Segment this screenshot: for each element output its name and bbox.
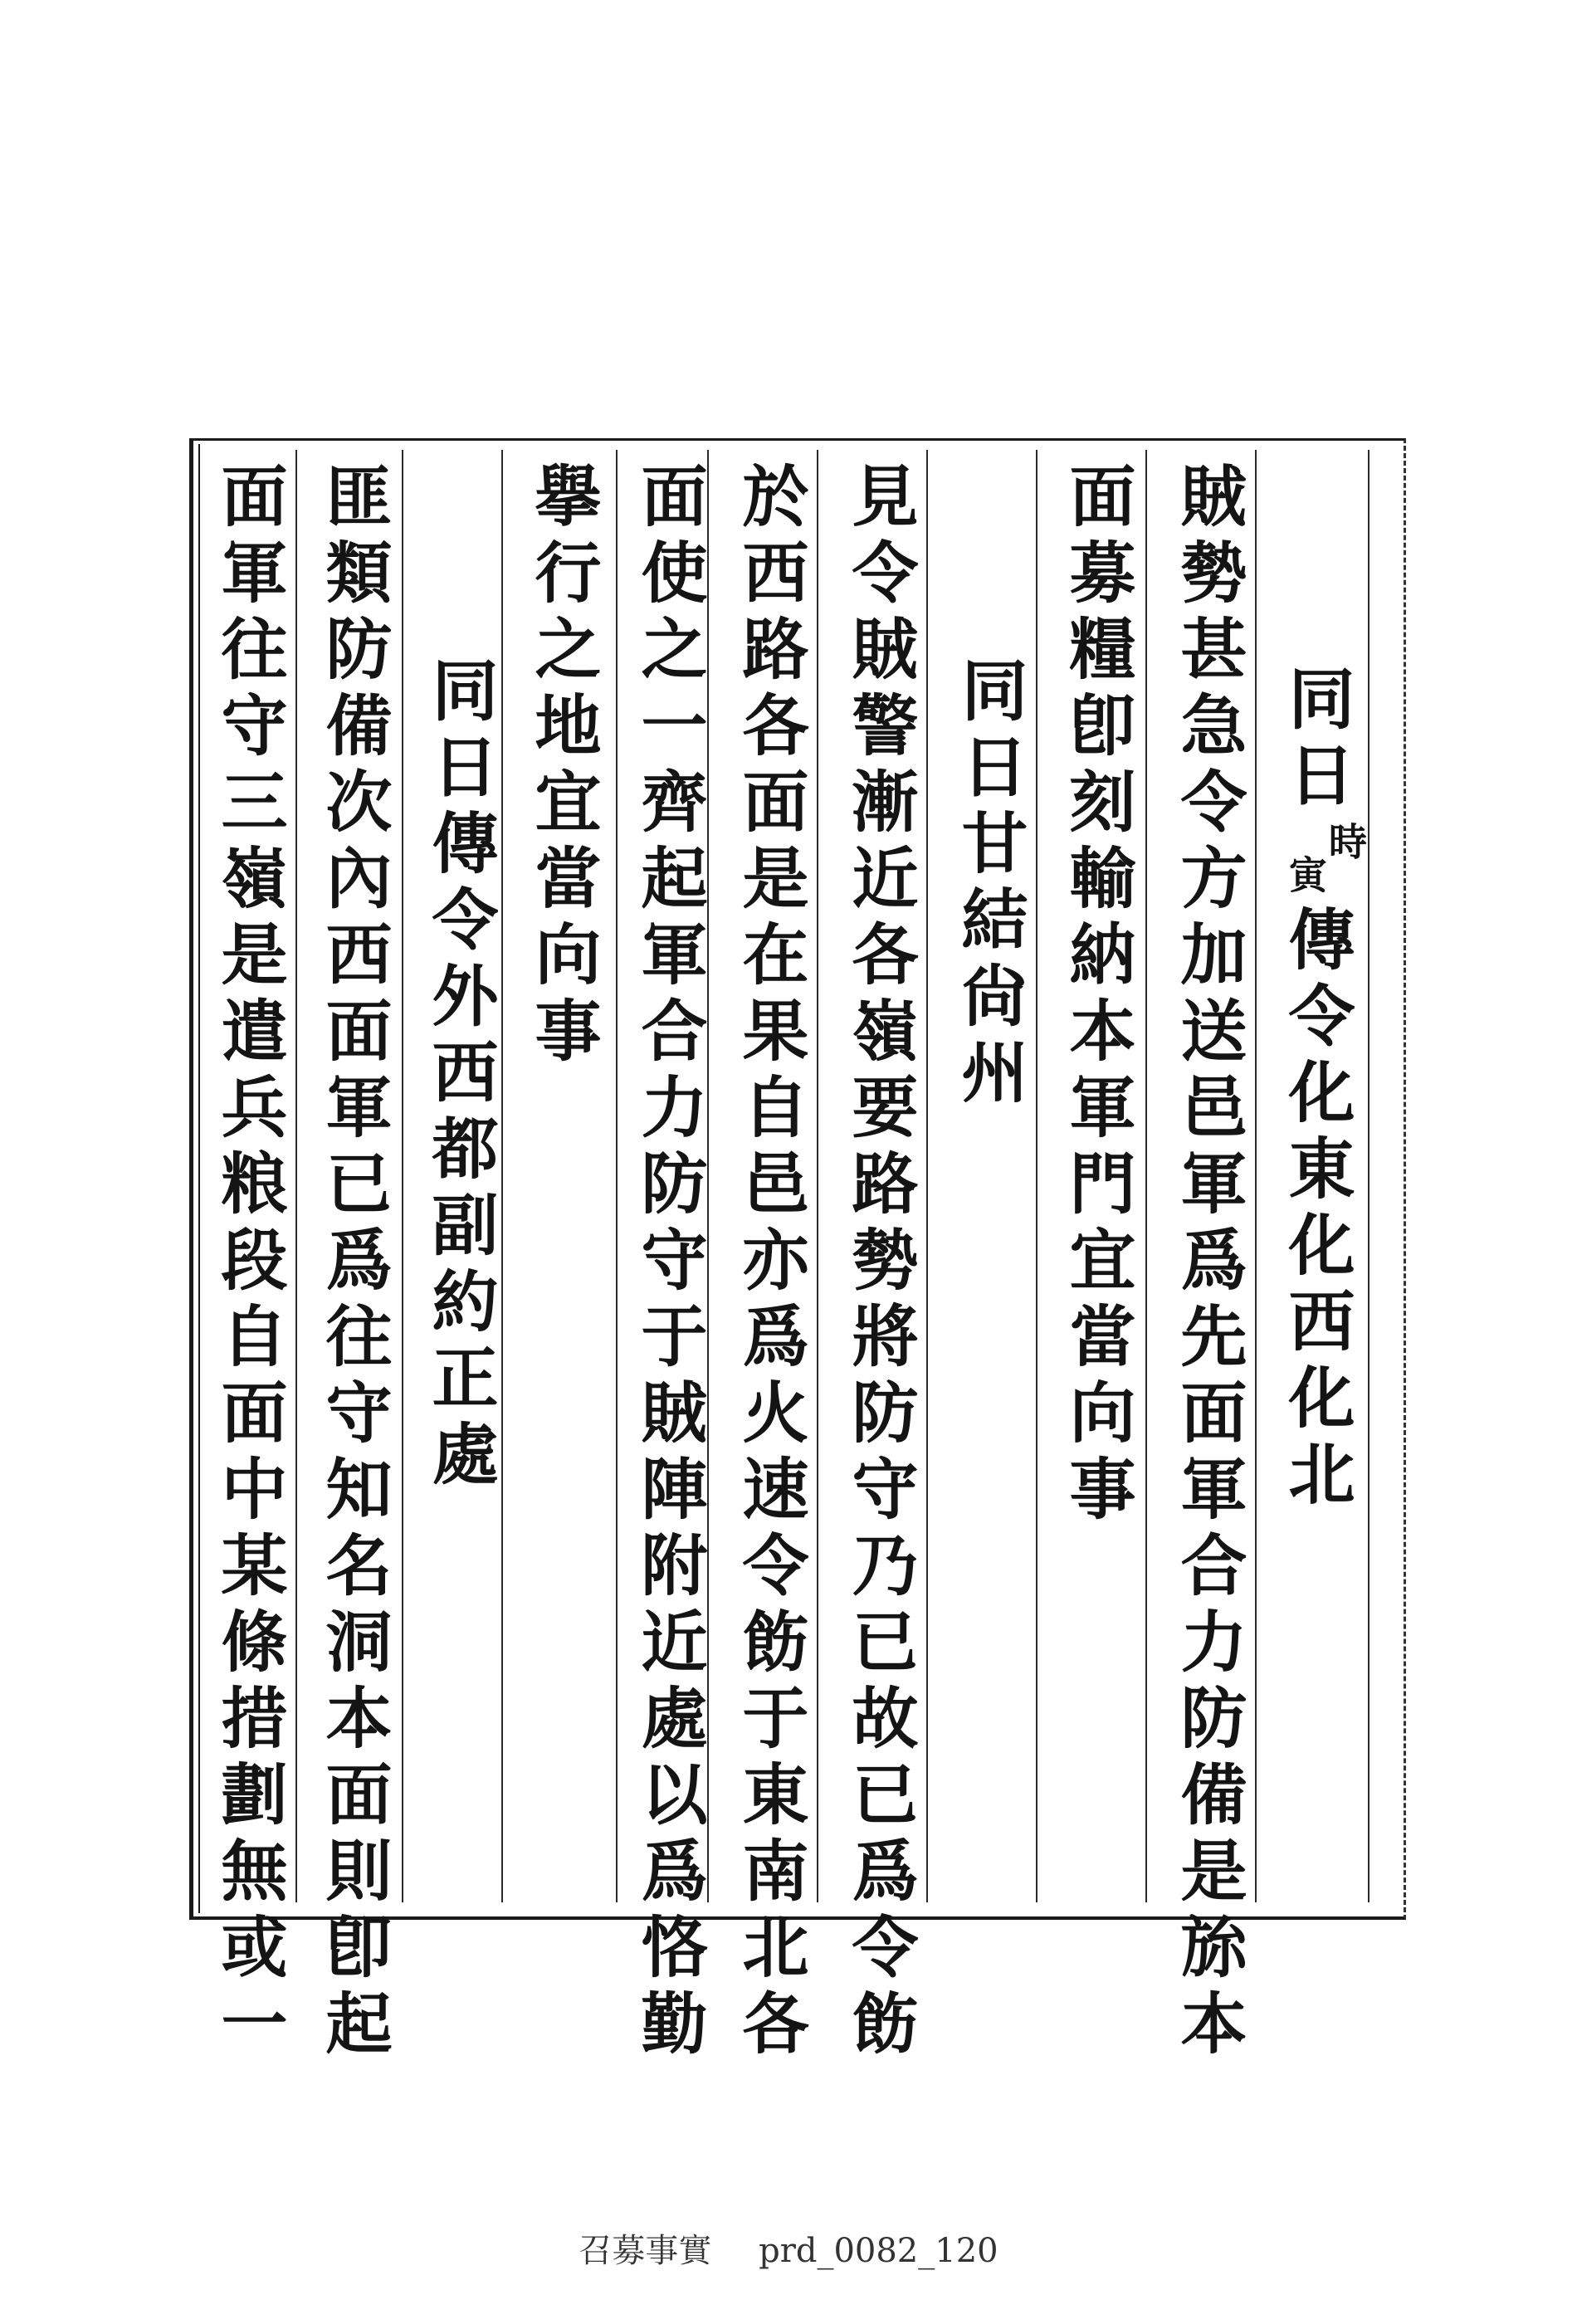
heading-column-date: 同日 — [1277, 664, 1355, 817]
annotation-small-left: 寅 — [1283, 855, 1328, 893]
text-column: 賊勢甚急令方加送邑軍爲先面軍合力防備是旀本 — [1169, 461, 1247, 2065]
annotation-small-right: 時 — [1323, 822, 1368, 860]
heading-column-order: 傳令化東化西化北 — [1277, 905, 1355, 1516]
text-column: 匪類防備次內西面軍已爲往守知名洞本面則卽起 — [315, 461, 393, 2065]
text-column: 面軍往守三嶺是遣兵粮段自面中某條措劃無或一 — [210, 461, 288, 2065]
caption-title: 召募事實 — [579, 2232, 712, 2270]
heading-column: 同日甘結尙州 — [950, 656, 1028, 1114]
page-caption — [0, 2224, 1577, 2272]
heading-column: 同日傳令外西都副約正處 — [421, 656, 499, 1496]
text-column: 面使之一齊起軍合力防守于賊陣附近處以爲恪勤 — [630, 461, 708, 2065]
text-column: 擧行之地宜當向事 — [524, 461, 602, 1072]
text-column: 於西路各面是在果自邑亦爲火速令飭于東南北各 — [731, 461, 809, 2065]
caption-id: prd_0082_120 — [759, 2232, 998, 2270]
text-column: 見令賊警漸近各嶺要路勢將防守乃已故已爲令飭 — [841, 461, 919, 2065]
text-column: 面募糧卽刻輸納本軍門宜當向事 — [1058, 461, 1136, 1531]
